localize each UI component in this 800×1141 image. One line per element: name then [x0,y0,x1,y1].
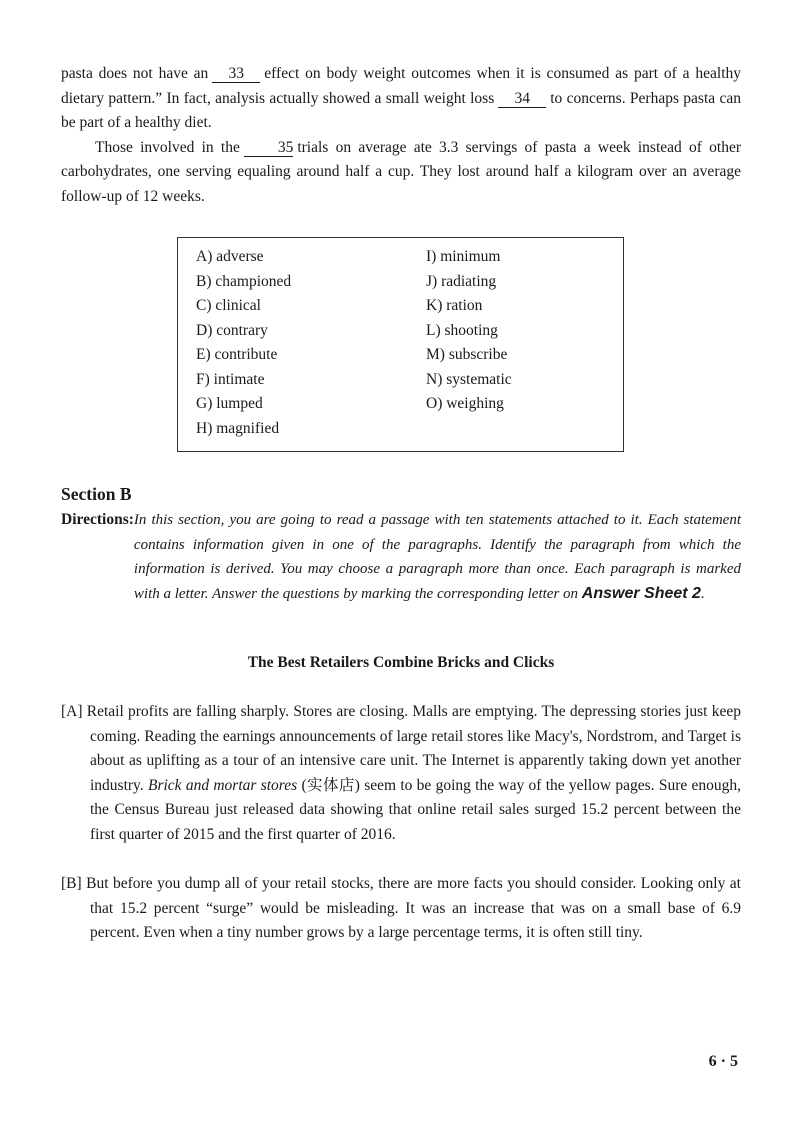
page-number: 6 · 5 [708,1053,738,1070]
word-option: A) adverse [196,248,264,265]
italic-term: Brick and mortar stores [147,776,298,794]
text: pasta does not have an [61,65,209,82]
text: Those involved in the [95,138,240,156]
word-option: B) championed [196,272,292,290]
section-heading: Section B [61,484,132,504]
directions-label: Directions: [61,511,134,528]
word-bank-left-column [196,245,426,441]
intro-paragraph-2 [61,136,741,210]
directions [61,508,741,606]
blank-33: 33 [212,66,260,83]
word-bank-right-column [426,245,623,441]
word-option: I) minimum [426,248,501,265]
word-option: D) contrary [196,321,268,339]
directions-text [134,508,741,606]
word-option: H) magnified [196,419,280,437]
text: trials on average ate 3.3 servings of pasta a week instead of other carbohydrates, one serving equaling around half a cup. They lost around half a kilogram over an average follow-up of 12 weeks. [61,138,741,205]
blank-34: 34 [498,91,546,108]
word-option: E) contribute [196,346,278,363]
text: effect on body weight outcomes when it is consumed as part of a healthy dietary pattern.” In fact, analysis actually showed a small weight loss [61,65,741,107]
blank-35: 35 [244,140,294,157]
text: . [700,585,705,602]
word-bank-box [177,237,624,452]
text: In this section, you are going to read a passage with ten statements attached to it. Each statement contains information given in one of the paragraphs. Identify the paragraph from which the information is derived. You may choose a paragraph more than once. Each paragraph is marked with a letter. Answer the questions by marking the corresponding letter on [133,512,741,602]
chinese-gloss: (实体店) [301,776,360,794]
text: to concerns. Perhaps pasta can be part of a healthy diet. [61,89,741,131]
word-option: N) systematic [426,370,512,388]
word-option: F) intimate [196,370,265,388]
word-option: G) lumped [196,395,263,412]
word-option: C) clinical [196,297,261,314]
word-option: J) radiating [426,272,497,290]
paragraph-b: [B] But before you dump all of your retail stocks, there are more facts you should consider. Looking only at that 15.2 percent “surge” would be misleading. It was an increase that was on a small base of 6.9 percent. Even when a tiny number grows by a large percentage terms, it is often still tiny. [61,875,741,941]
intro-paragraph-1 [61,62,741,136]
article-title: The Best Retailers Combine Bricks and Clicks [247,654,555,671]
answer-sheet-label: Answer Sheet 2 [581,584,701,602]
text: [A] Retail profits are falling sharply. Stores are closing. Malls are emptying. The depressing stories just keep coming. Reading the earnings announcements of large retail stores like Macy's, Nordstrom, and Target is about as uplifting as a tour of an intensive care unit. The Internet is apparently taking down yet another industry. [61,703,741,794]
paragraph-a [61,700,741,847]
page-content [61,62,741,946]
word-option: K) ration [426,297,483,314]
word-option: M) subscribe [426,346,508,363]
word-option: L) shooting [426,321,498,339]
word-option: O) weighing [426,395,504,412]
text: seem to be going the way of the yellow pages. Sure enough, the Census Bureau just released data showing that online retail sales surged 15.2 percent between the first quarter of 2015 and the first quarter of 2016. [90,776,742,843]
